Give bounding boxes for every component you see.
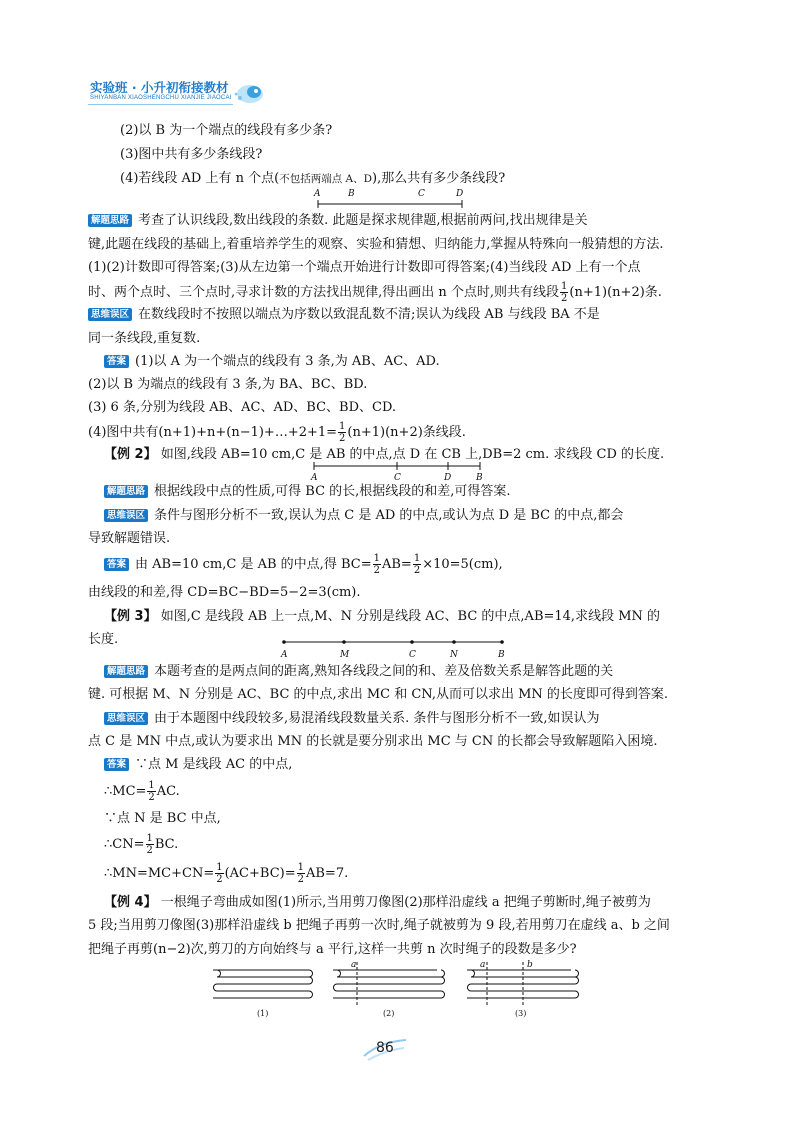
ex3-mistake-text-1: 由于本题图中线段较多,易混淆线段数量关系. 条件与图形分析不一致,如误认为 bbox=[154, 711, 600, 726]
ex1-mistake-line-2: 同一条线段,重复数. bbox=[88, 331, 201, 346]
fraction-den: 2 bbox=[297, 874, 304, 885]
ex3-answer-text-5b: (AC+BC)= bbox=[224, 866, 296, 881]
ex1-answer-line-2: (2)以 B 为端点的线段有 3 条,为 BA、BC、BD. bbox=[88, 377, 368, 392]
answer-tag: 答案 bbox=[104, 558, 129, 571]
ex2-label: 【例 2】 bbox=[104, 447, 157, 462]
fraction-num: 1 bbox=[148, 780, 155, 791]
ex3-question-line-2: 长度. bbox=[88, 632, 119, 647]
ex3-answer-text-4b: BC. bbox=[154, 837, 179, 852]
fraction bbox=[338, 421, 346, 444]
fraction-den: 2 bbox=[339, 433, 346, 444]
ex3-idea-text-1: 本题考查的是两点间的距离,熟知各线段之间的和、差及倍数关系是解答此题的关 bbox=[154, 664, 614, 679]
ex1-answer-text-1: (1)以 A 为一个端点的线段有 3 条,为 AB、AC、AD. bbox=[135, 354, 440, 369]
ex3-answer-line-3: ∵点 N 是 BC 中点, bbox=[104, 811, 221, 826]
ex1-answer-line-4 bbox=[88, 421, 466, 444]
ex1-idea-text-4b: (n+1)(n+2)条. bbox=[569, 285, 662, 300]
ex1-mistake-line-1 bbox=[88, 304, 600, 326]
ex2-answer-line-2: 由线段的和差,得 CD=BC−BD=5−2=3(cm). bbox=[88, 585, 361, 600]
rope-caption-2: (2) bbox=[383, 1009, 395, 1018]
ex4-label: 【例 4】 bbox=[104, 895, 157, 910]
fraction-num: 1 bbox=[561, 281, 568, 292]
ex4-question-line-2: 5 段;当用剪刀像图(3)那样沿虚线 b 把绳子再剪一次时,绳子就被剪为 9 段,若用剪刀在虚线 a、b 之间 bbox=[88, 918, 670, 933]
ex4-text-1: 一根绳子弯曲成如图(1)所示,当用剪刀像图(2)那样沿虚线 a 把绳子剪断时,绳子被剪为 bbox=[160, 895, 651, 910]
ex3-answer-text-2a: ∴MC= bbox=[104, 784, 147, 799]
fraction bbox=[147, 780, 155, 803]
ex3-answer-line-2 bbox=[104, 780, 180, 803]
question-4-note: 不包括两端点 A、D bbox=[279, 173, 373, 185]
idea-tag: 解题思路 bbox=[104, 665, 148, 678]
fig3-label-n: N bbox=[450, 650, 458, 660]
mistake-tag: 思维误区 bbox=[88, 308, 132, 321]
ex2-text: 如图,线段 AB=10 cm,C 是 AB 的中点,点 D 在 CB 上,DB=2 cm. 求线段 CD 的长度. bbox=[160, 447, 665, 462]
ex1-answer-text-4: (4)图中共有(n+1)+n+(n−1)+…+2+1= bbox=[88, 425, 338, 440]
fig3-line-label-a: a bbox=[480, 960, 486, 970]
ex3-text-1: 如图,C 是线段 AB 上一点,M、N 分别是线段 AC、BC 的中点,AB=14,求线段 MN 的 bbox=[160, 609, 661, 624]
fraction bbox=[413, 553, 421, 576]
idea-tag: 解题思路 bbox=[104, 485, 148, 498]
fraction-num: 1 bbox=[146, 833, 153, 844]
fraction bbox=[373, 553, 381, 576]
ex3-answer-text-2b: AC. bbox=[156, 784, 180, 799]
answer-tag: 答案 bbox=[104, 758, 129, 771]
question-4-text-a: (4)若线段 AD 上有 n 个点( bbox=[120, 171, 280, 186]
question-3: (3)图中共有多少条线段? bbox=[120, 147, 263, 162]
ex2-answer-line-1 bbox=[104, 553, 503, 576]
idea-tag: 解题思路 bbox=[88, 214, 132, 227]
fig2-label-a: A bbox=[311, 473, 318, 483]
fig3-label-a: A bbox=[281, 650, 288, 660]
fraction-den: 2 bbox=[148, 792, 155, 803]
ex3-answer-text-5c: AB=7. bbox=[305, 866, 349, 881]
fig2-label-b: B bbox=[476, 473, 483, 483]
ex2-answer-text-c: ×10=5(cm), bbox=[422, 557, 503, 572]
fraction-num: 1 bbox=[339, 421, 346, 432]
ex2-mistake-text: 条件与图形分析不一致,误认为点 C 是 AD 的中点,或认为点 D 是 BC 的中点,都会 bbox=[154, 508, 624, 523]
ex1-idea-line-4 bbox=[88, 281, 662, 304]
segment-figure-1 bbox=[310, 186, 470, 210]
ex3-label: 【例 3】 bbox=[104, 609, 157, 624]
ex2-mistake-line-1 bbox=[104, 505, 623, 527]
rope-figures bbox=[205, 960, 585, 1020]
rope-figure-2 bbox=[333, 962, 445, 1006]
ex1-idea-line-1 bbox=[88, 210, 588, 232]
fig3-line-label-b: b bbox=[527, 960, 533, 970]
fraction-den: 2 bbox=[373, 565, 380, 576]
ex3-answer-line-4 bbox=[104, 833, 178, 856]
mistake-tag: 思维误区 bbox=[104, 509, 148, 522]
ex2-mistake-line-2: 导致解题错误. bbox=[88, 531, 171, 546]
fraction bbox=[297, 862, 305, 885]
fraction bbox=[146, 833, 154, 856]
ex1-answer-text-4b: (n+1)(n+2)条线段. bbox=[347, 425, 466, 440]
ex3-idea-line-1 bbox=[104, 661, 613, 683]
ex3-mistake-line-1 bbox=[104, 708, 600, 730]
fig2-line-label-a: a bbox=[351, 960, 357, 970]
header-logo-icon bbox=[230, 82, 266, 106]
ex3-answer-text-4a: ∴CN= bbox=[104, 837, 145, 852]
fraction-num: 1 bbox=[413, 553, 421, 564]
question-2: (2)以 B 为一个端点的线段有多少条? bbox=[120, 123, 333, 138]
page-number: 86 bbox=[376, 1040, 394, 1056]
header-subtitle: SHIYANBAN XIAOSHENGCHU XIANJIE JIAOCAI bbox=[90, 95, 232, 101]
fraction-num: 1 bbox=[373, 553, 380, 564]
fig3-label-b: B bbox=[498, 650, 505, 660]
ex2-idea-text: 根据线段中点的性质,可得 BC 的长,根据线段的和差,可得答案. bbox=[154, 484, 511, 499]
fraction bbox=[215, 862, 223, 885]
ex1-idea-line-3: (1)(2)计数即可得答案;(3)从左边第一个端点开始进行计数即可得答案;(4)当线段 AD 上有一个点 bbox=[88, 260, 641, 275]
ex1-answer-line-1 bbox=[104, 351, 440, 373]
fraction-den: 2 bbox=[216, 874, 223, 885]
rope-caption-3: (3) bbox=[515, 1009, 527, 1018]
ex1-mistake-text-1: 在数线段时不按照以端点为序数以致混乱数不清;误认为线段 AB 与线段 BA 不是 bbox=[138, 307, 600, 322]
ex3-question-line-1 bbox=[104, 606, 660, 628]
ex2-answer-text-b: AB= bbox=[381, 557, 412, 572]
fig1-label-d: D bbox=[456, 189, 464, 199]
mistake-tag: 思维误区 bbox=[104, 712, 148, 725]
ex3-answer-text-5a: ∴MN=MC+CN= bbox=[104, 866, 215, 881]
fraction-num: 1 bbox=[216, 862, 223, 873]
fraction bbox=[560, 281, 568, 304]
segment-figure-3 bbox=[278, 636, 510, 660]
ex2-answer-text-a: 由 AB=10 cm,C 是 AB 的中点,得 BC= bbox=[135, 557, 372, 572]
fig1-label-a: A bbox=[314, 189, 321, 199]
fraction-den: 2 bbox=[413, 565, 421, 576]
fig1-label-c: C bbox=[418, 189, 425, 199]
question-4-text-b: ),那么共有多少条线段? bbox=[372, 171, 506, 186]
fig3-label-m: M bbox=[340, 650, 350, 660]
fraction-num: 1 bbox=[297, 862, 304, 873]
ex3-idea-line-2: 键. 可根据 M、N 分别是 AC、BC 的中点,求出 MC 和 CN,从而可以求出 MN 的长度即可得到答案. bbox=[88, 687, 669, 702]
fig3-label-c: C bbox=[409, 650, 416, 660]
header-title: 实验班 · 小升初衔接教材 bbox=[90, 80, 229, 95]
fig1-label-b: B bbox=[348, 189, 355, 199]
ex1-idea-line-2: 键,此题在线段的基础上,着重培养学生的观察、实验和猜想、归纳能力,掌握从特殊向一般猜想的方法. bbox=[88, 237, 664, 252]
ex4-question-line-1 bbox=[104, 892, 651, 914]
ex1-idea-text-1: 考查了认识线段,数出线段的条数. 此题是探求规律题,根据前两问,找出规律是关 bbox=[138, 213, 588, 228]
ex3-mistake-line-2: 点 C 是 MN 中点,或认为要求出 MN 的长就是要分别求出 MC 与 CN 的长都会导致解题陷入困境. bbox=[88, 734, 658, 749]
fraction-den: 2 bbox=[561, 293, 568, 304]
fraction-den: 2 bbox=[146, 845, 153, 856]
ex1-answer-line-3: (3) 6 条,分别为线段 AB、AC、AD、BC、BD、CD. bbox=[88, 400, 397, 415]
rope-caption-1: (1) bbox=[257, 1009, 269, 1018]
ex3-answer-line-1 bbox=[104, 754, 292, 776]
ex1-idea-text-4: 时、两个点时、三个点时,寻求计数的方法找出规律,得出画出 n 个点时,则共有线段 bbox=[88, 285, 560, 300]
ex3-answer-text-1: ∵点 M 是线段 AC 的中点, bbox=[135, 757, 293, 772]
rope-figure-1 bbox=[213, 970, 313, 998]
fig2-label-c: C bbox=[394, 473, 401, 483]
fig2-label-d: D bbox=[444, 473, 452, 483]
ex4-question-line-3: 把绳子再剪(n−2)次,剪刀的方向始终与 a 平行,这样一共剪 n 次时绳子的段数是多少? bbox=[88, 942, 577, 957]
ex2-idea bbox=[104, 481, 511, 503]
header-rule bbox=[88, 104, 233, 105]
answer-tag: 答案 bbox=[104, 355, 129, 368]
ex3-answer-line-5 bbox=[104, 862, 348, 885]
